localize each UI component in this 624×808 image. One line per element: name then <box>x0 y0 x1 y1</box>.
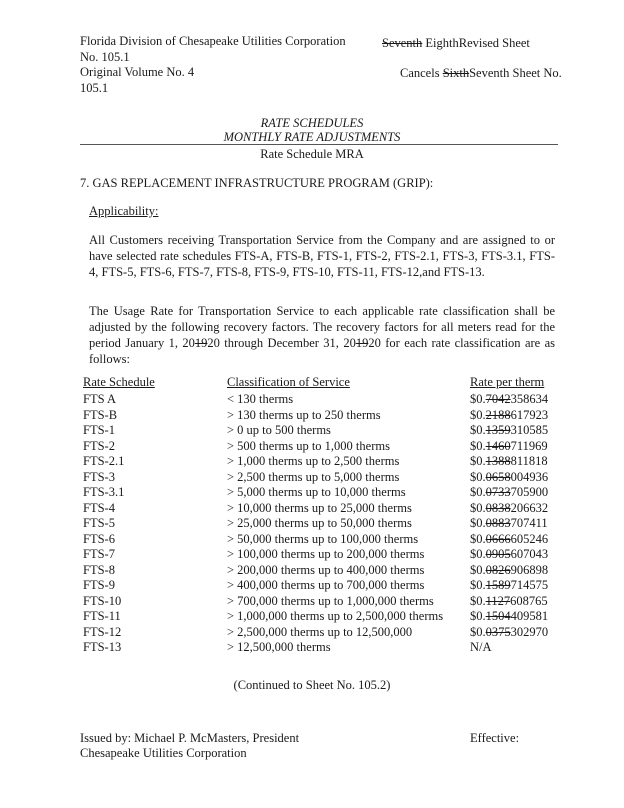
rate-old-struck: 0905 <box>485 547 511 561</box>
row-schedule: FTS-11 <box>83 609 121 623</box>
section-title-2: MONTHLY RATE ADJUSTMENTS <box>223 130 401 144</box>
header-left <box>80 34 346 96</box>
issued-by: Issued by: Michael P. McMasters, President <box>80 731 300 745</box>
applicability-text: All Customers receiving Transportation Service from the Company and are assigned to or have selected rate schedules FTS-A, FTS-B, FTS-1, FTS-2, FTS-2.1, FTS-3, FTS-3.1, FTS-4, FTS-5, FTS-6, FTS-7, FTS-8, FTS-9, FTS-10, FTS-11, FTS-12,and FTS-13. <box>89 233 555 279</box>
rate-schedule-title: Rate Schedule MRA <box>260 147 364 161</box>
rate-old-struck: 1460 <box>485 438 511 453</box>
column-header-classification: Classification of Service <box>227 375 350 389</box>
row-rate <box>470 408 548 424</box>
rate-new: 004936 <box>510 469 549 484</box>
applicability-heading: Applicability: <box>89 204 159 218</box>
row-classification: > 25,000 therms up to 50,000 therms <box>227 516 412 530</box>
rate-old-struck: 1589 <box>485 578 511 592</box>
cancels-prefix: Cancels <box>400 66 440 80</box>
rate-prefix: $0. <box>470 485 486 499</box>
rate-new: 811818 <box>510 454 548 468</box>
sheet-number-repeat: 105.1 <box>80 80 109 95</box>
row-rate <box>470 516 548 532</box>
rate-prefix: $0. <box>470 624 486 639</box>
row-rate <box>470 532 548 548</box>
row-classification: > 700,000 therms up to 1,000,000 therms <box>227 593 434 608</box>
row-classification: > 1,000,000 therms up to 2,500,000 therms <box>227 609 444 623</box>
row-classification: > 100,000 therms up to 200,000 therms <box>227 547 425 561</box>
volume-number: Original Volume No. 4 <box>80 65 195 79</box>
rate-new: 605246 <box>510 531 549 546</box>
rate-new: 705900 <box>510 485 549 499</box>
row-rate <box>470 609 548 625</box>
row-schedule: FTS-2 <box>83 438 115 453</box>
row-schedule: FTS-6 <box>83 531 115 546</box>
row-rate <box>470 501 548 517</box>
rate-prefix: $0. <box>470 500 486 515</box>
row-rate <box>470 454 548 470</box>
row-schedule: FTS-10 <box>83 593 122 608</box>
rate-new: 617923 <box>510 407 549 422</box>
divider <box>80 144 558 145</box>
row-rate <box>470 625 548 641</box>
rate-new: 409581 <box>510 609 549 623</box>
continued-note: (Continued to Sheet No. 105.2) <box>233 678 391 692</box>
rate-prefix: $0. <box>470 531 486 546</box>
rate-prefix: $0. <box>470 454 486 468</box>
row-schedule: FTS-1 <box>83 423 115 437</box>
rate-new: 607043 <box>510 547 549 561</box>
rate-prefix: $0. <box>470 562 486 577</box>
row-rate <box>470 578 548 594</box>
rate-new: 302970 <box>510 624 549 639</box>
rate-old-struck: 2188 <box>485 407 511 422</box>
rate-new: 714575 <box>510 578 549 592</box>
rate-prefix: $0. <box>470 516 486 530</box>
rate-prefix: $0. <box>470 578 486 592</box>
issued-by-block <box>80 731 299 761</box>
cancels-struck: Sixth <box>442 66 470 80</box>
row-rate <box>470 594 548 610</box>
row-schedule: FTS-2.1 <box>83 454 125 468</box>
rate-new: 310585 <box>510 423 549 437</box>
revised-struck: Seventh <box>382 36 423 50</box>
rate-prefix: $0. <box>470 469 486 484</box>
row-schedule: FTS-3 <box>83 469 115 484</box>
rate-prefix: $0. <box>470 392 486 406</box>
row-classification: > 200,000 therms up to 400,000 therms <box>227 562 425 577</box>
row-schedule: FTS-12 <box>83 624 122 639</box>
row-rate <box>470 640 492 656</box>
rate-new: 906898 <box>510 562 549 577</box>
rate-old-struck: 1388 <box>485 454 511 468</box>
rate-old-struck: 0883 <box>485 516 511 530</box>
row-rate <box>470 470 548 486</box>
row-classification: > 0 up to 500 therms <box>227 423 331 437</box>
row-classification: > 10,000 therms up to 25,000 therms <box>227 500 412 515</box>
row-classification: > 2,500 therms up to 5,000 therms <box>227 469 400 484</box>
row-schedule: FTS-7 <box>83 547 115 561</box>
row-classification: > 400,000 therms up to 700,000 therms <box>227 578 425 592</box>
rate-old-struck: 1504 <box>485 609 511 623</box>
issuer-company: Chesapeake Utilities Corporation <box>80 746 247 760</box>
column-header-rate: Rate per therm <box>470 375 545 389</box>
rate-prefix: $0. <box>470 609 486 623</box>
rate-new: 206632 <box>510 500 549 515</box>
row-schedule: FTS-B <box>83 407 118 422</box>
rate-old-struck: 7042 <box>485 392 511 406</box>
rate-prefix: $0. <box>470 547 486 561</box>
row-rate <box>470 547 548 563</box>
row-schedule: FTS-8 <box>83 562 115 577</box>
row-rate <box>470 485 548 501</box>
rate-new: 608765 <box>510 593 548 608</box>
row-rate <box>470 563 548 579</box>
item-title: 7. GAS REPLACEMENT INFRASTRUCTURE PROGRAM (GRIP): <box>80 176 434 190</box>
usage-rate-text: The Usage Rate for Transportation Service to each applicable rate classification shall be adjusted by the following recovery factors. The recovery factors for all meters read for the period January 1, 201920 through December 31, 201920 for each rate classification are as follows: <box>89 304 556 366</box>
rate-old-struck: 0838 <box>485 500 511 515</box>
row-classification: > 1,000 therms up to 2,500 therms <box>227 454 400 468</box>
rate-old-struck: 0826 <box>485 562 511 577</box>
rate-prefix: $0. <box>470 423 486 437</box>
rate-prefix: $0. <box>470 407 486 422</box>
row-classification: < 130 therms <box>227 392 294 406</box>
rate-prefix: $0. <box>470 593 486 608</box>
row-rate <box>470 423 548 439</box>
row-schedule: FTS A <box>83 392 117 406</box>
rate-new: 707411 <box>510 516 548 530</box>
row-classification: > 50,000 therms up to 100,000 therms <box>227 531 419 546</box>
rate-new: 358634 <box>510 392 549 406</box>
cancels-new: Seventh Sheet No. <box>469 66 562 80</box>
row-rate <box>470 439 548 455</box>
row-schedule: FTS-13 <box>83 640 122 654</box>
section-title-1: RATE SCHEDULES <box>260 116 364 130</box>
rate-old-struck: 0666 <box>485 531 511 546</box>
row-schedule: FTS-3.1 <box>83 485 125 499</box>
cancels-sheet-label <box>400 66 562 82</box>
row-classification: > 130 therms up to 250 therms <box>227 407 381 422</box>
company-name: Florida Division of Chesapeake Utilities Corporation <box>80 34 346 48</box>
row-classification: > 5,000 therms up to 10,000 therms <box>227 485 406 499</box>
row-rate <box>470 392 548 408</box>
rate-old-struck: 0733 <box>485 485 511 499</box>
row-classification: > 500 therms up to 1,000 therms <box>227 438 390 453</box>
rate-new: 711969 <box>510 438 548 453</box>
rate-prefix: $0. <box>470 438 486 453</box>
revised-sheet-label <box>382 36 530 52</box>
rate-old-struck: 1359 <box>485 423 511 437</box>
sheet-number: No. 105.1 <box>80 49 130 64</box>
rate-old-struck: 0375 <box>485 624 511 639</box>
row-schedule: FTS-4 <box>83 500 115 515</box>
column-header-schedule: Rate Schedule <box>83 375 155 389</box>
rate-old-struck: 1127 <box>485 593 511 608</box>
row-classification: > 12,500,000 therms <box>227 640 331 654</box>
rate-old-struck: 0658 <box>485 469 511 484</box>
effective-label: Effective: <box>470 731 520 745</box>
rate-prefix: N/A <box>470 640 492 654</box>
row-schedule: FTS-9 <box>83 578 115 592</box>
revised-new: EighthRevised Sheet <box>425 36 530 50</box>
row-schedule: FTS-5 <box>83 516 115 530</box>
row-classification: > 2,500,000 therms up to 12,500,000 <box>227 624 413 639</box>
